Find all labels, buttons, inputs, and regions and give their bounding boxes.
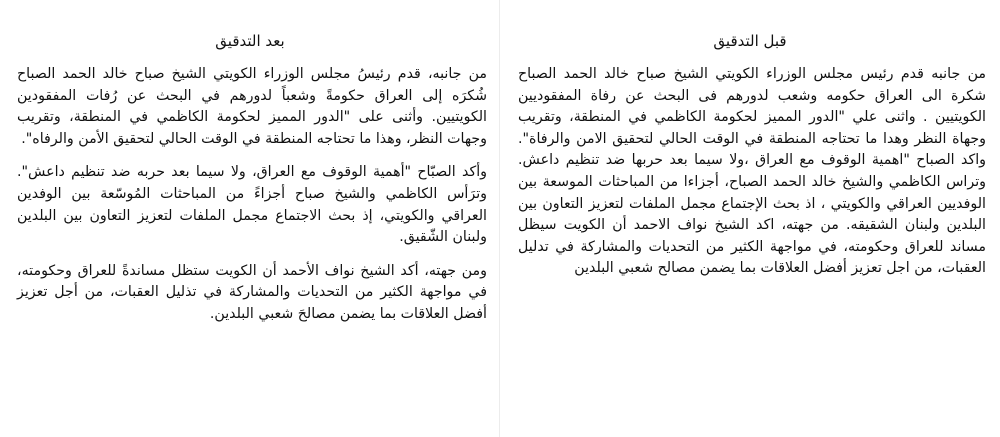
after-proofreading-title: بعد التدقيق [215, 32, 285, 50]
after-proofreading-text [17, 64, 487, 326]
after-paragraph-2: وأكد الصبّاح "أهمية الوقوف مع العراق، ولا سيما بعد حربه ضد تنظيم داعش". وترَأس الكاظمي والشيخ صباح أجزاءً من المباحثات المُوسّعة بين الوفدين العراقي والكويتي، إذ بحث الاجتماع مجمل الملفات لتعزيز التعاون بين البلدين ولبنان الشّقيق. [17, 164, 487, 246]
after-paragraph-1: من جانبه، قدم رئيسُ مجلس الوزراء الكويتي الشيخ صباح خالد الحمد الصباح شُكرَه إلى العراق حكومةً وشعباً لدورهم في البحث عن رُفات المفقودين الكويتيين. وأثنى على "الدور المميز لحكومة الكاظمي في المنطقة، وتقريب وجهات النظر، وهذا ما تحتاجه المنطقة في الوقت الحالي لتحقيق الأمن والرفاه". [17, 66, 487, 147]
before-paragraph-1: من جانبه قدم رئيس مجلس الوزراء الكويتي الشيخ صباح خالد الحمد الصباح شكرة الى العراق حكومه وشعب لدورهم فى البحث عن رفاة المفقوديين الكويتيين . واثنى علي "الدور المميز لحكومة الكاظمي في المنطقة، وتقريب وجهاة النظر وهدا ما تحتاجه المنطقة في الوقت الحالي لتحقيق الامن والرفاة". واكد الصباح "اهمية الوقوف مع العراق ،ولا سيما بعد حربها ضد تنظيم داعش. وتراس الكاظمي والشيخ خالد الحمد الصباح، أجزاءا من المباحثات الموسعة بين الوفديين العراقي والكويتي ، اذ بحث الإجتماع مجمل الملفات لتعزيز التعاون بين البلدين ولبنان الشقيقه. من جهته، اكد الشيخ نواف الاحمد أن الكويت سيظل مساند للعراق وحكومته، في مواجهة الكثير من التحديات والمشاركة في تدليل العقبات، من اجل تعزيز أفضل العلاقات بما يضمن مصالح شعبي البلدين [518, 66, 986, 277]
before-proofreading-text [518, 64, 986, 280]
after-paragraph-3: ومن جهته، أكد الشيخ نواف الأحمد أن الكويت ستظل مساندةً للعراق وحكومته، في مواجهة الكثير من التحديات والمشاركة في تذليل العقبات، من أجل تعزيز أفضل العلاقات بما يضمن مصالحَ شعبي البلدين. [17, 262, 487, 322]
before-proofreading-title: قبل التدقيق [713, 32, 787, 50]
